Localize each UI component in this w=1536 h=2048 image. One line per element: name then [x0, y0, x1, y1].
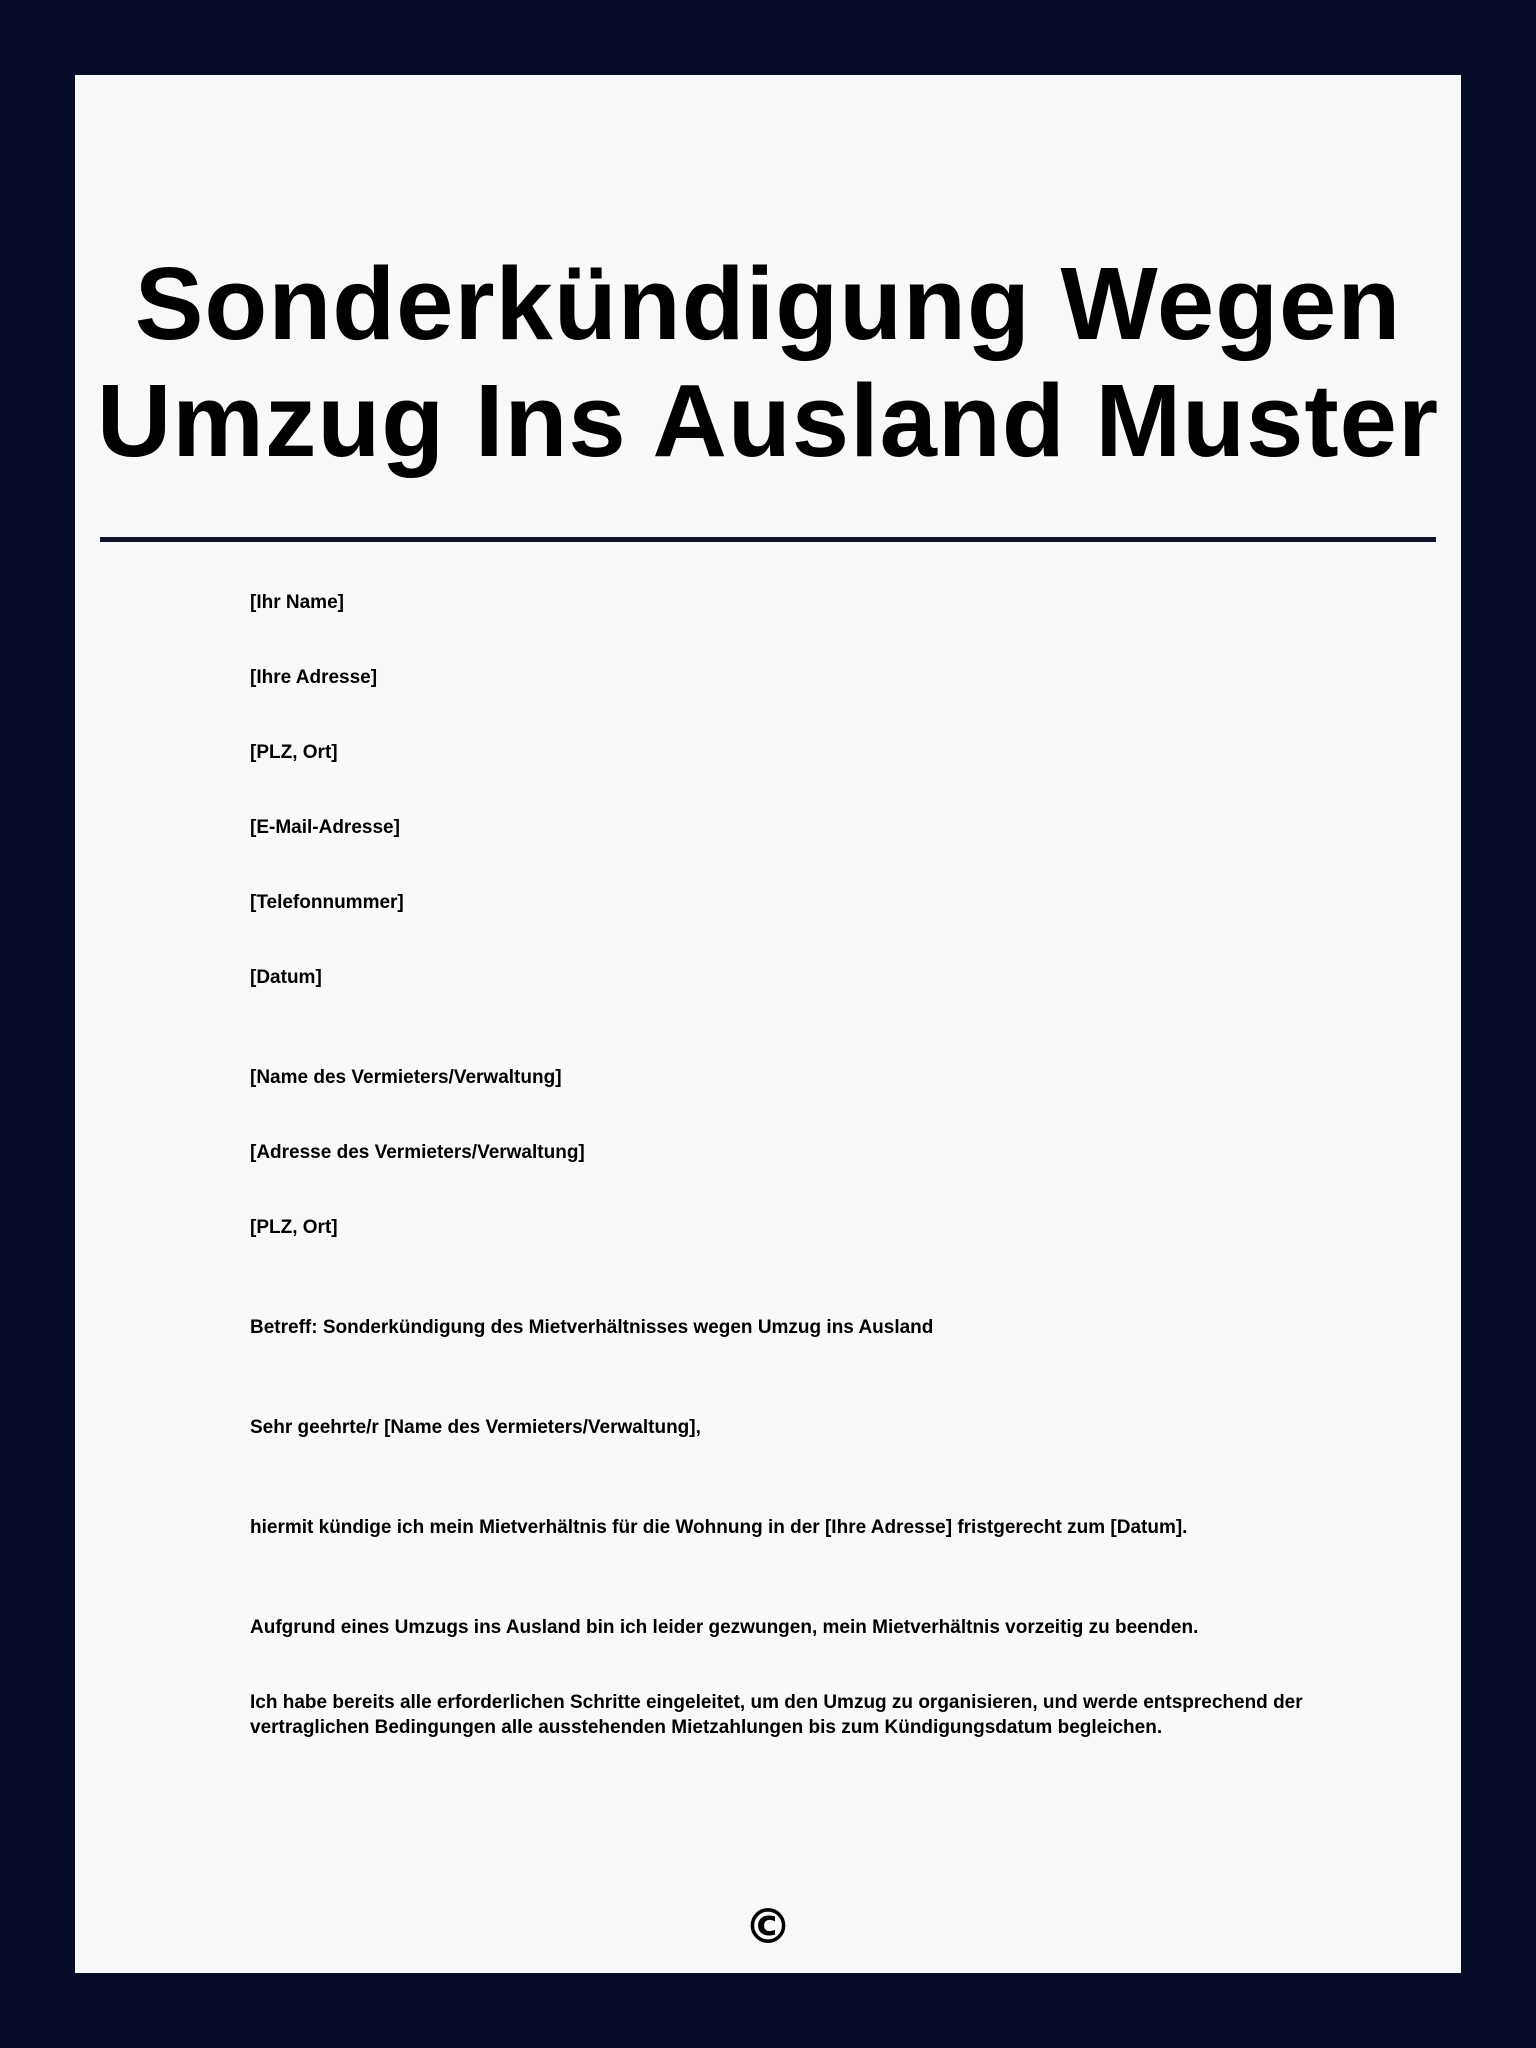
sender-email: [E-Mail-Adresse] — [250, 817, 400, 838]
title-divider — [100, 537, 1436, 542]
letter-date: [Datum] — [250, 967, 322, 988]
recipient-city: [PLZ, Ort] — [250, 1217, 338, 1238]
copyright-icon: © — [744, 1899, 792, 1955]
document-title: Sonderkündigung Wegen Umzug Ins Ausland Muster — [96, 246, 1440, 478]
body-paragraph: Ich habe bereits alle erforderlichen Schritte eingeleitet, um den Umzug zu organisieren, und werde entsprechend der vertraglichen Bedingungen alle ausstehenden Mietzahlungen bis zum Kündigungsdatum begleichen. — [250, 1692, 1303, 1738]
letter-salutation: Sehr geehrte/r [Name des Vermieters/Verwaltung], — [250, 1417, 701, 1438]
sender-city: [PLZ, Ort] — [250, 742, 338, 763]
letter-subject: Betreff: Sonderkündigung des Mietverhältnisses wegen Umzug ins Ausland — [250, 1317, 934, 1338]
body-paragraph: hiermit kündige ich mein Mietverhältnis für die Wohnung in der [Ihre Adresse] fristgerecht zum [Datum]. — [250, 1517, 1188, 1538]
sender-address: [Ihre Adresse] — [250, 667, 378, 688]
document-page — [75, 75, 1461, 1973]
body-paragraph: Aufgrund eines Umzugs ins Ausland bin ich leider gezwungen, mein Mietverhältnis vorzeitig zu beenden. — [250, 1617, 1199, 1638]
sender-name: [Ihr Name] — [250, 592, 344, 613]
recipient-address: [Adresse des Vermieters/Verwaltung] — [250, 1142, 585, 1163]
recipient-name: [Name des Vermieters/Verwaltung] — [250, 1067, 562, 1088]
sender-phone: [Telefonnummer] — [250, 892, 404, 913]
